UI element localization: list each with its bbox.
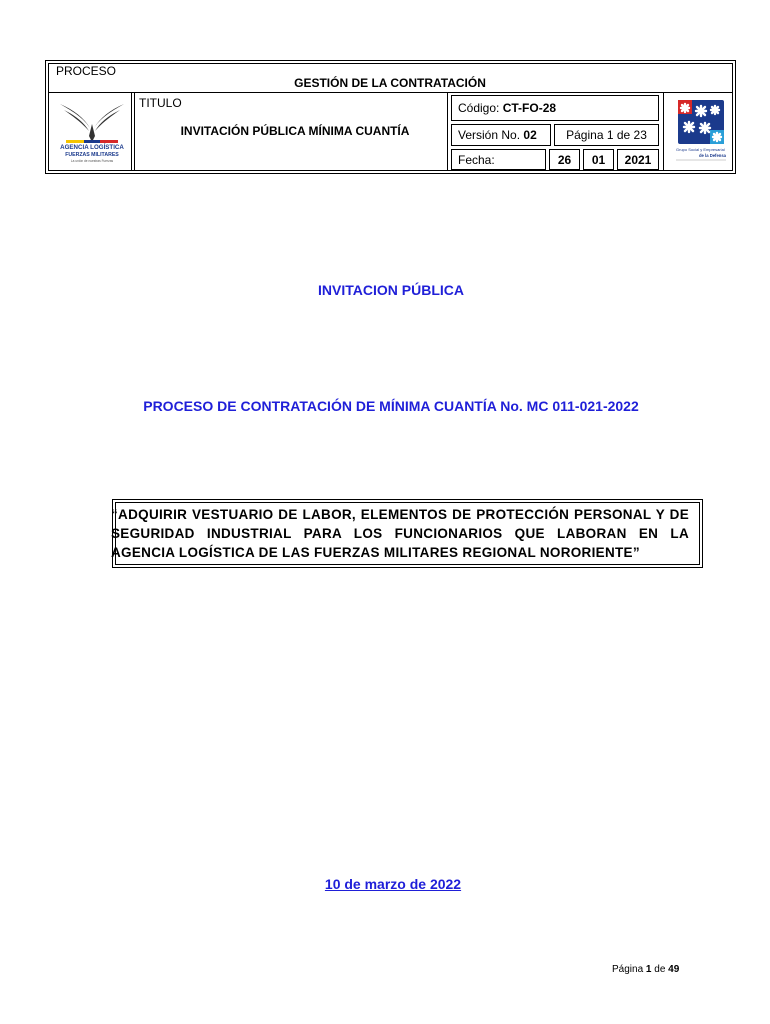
version-value: 02	[523, 128, 537, 142]
gsed-logo	[672, 96, 730, 164]
footer-page-current: 1	[645, 964, 652, 975]
logo-text-line2: FUERZAS MILITARES	[65, 152, 119, 158]
codigo-value: CT-FO-28	[502, 101, 557, 115]
gsed-logo-icon	[672, 96, 730, 164]
header-separator	[48, 92, 733, 93]
pagina-cell: Página 1 de 23	[554, 124, 659, 146]
gsed-text-line2: de la Defensa	[699, 153, 726, 158]
proceso-title: GESTIÓN DE LA CONTRATACIÓN	[294, 76, 486, 90]
contract-object-text: “ADQUIRIR VESTUARIO DE LABOR, ELEMENTOS DE PROTECCIÓN PERSONAL Y DE SEGURIDAD INDUSTRIAL PARA LOS FUNCIONARIOS QUE LABORAN EN LA AGENCIA LOGÍSTICA DE LAS FUERZAS MILITARES REGIONAL NORORIENTE”	[111, 507, 689, 560]
main-title: INVITACION PÚBLICA	[318, 282, 464, 298]
page-footer	[612, 964, 679, 975]
version-label: Versión No.	[458, 128, 521, 142]
process-title: PROCESO DE CONTRATACIÓN DE MÍNIMA CUANTÍA No. MC 011-021-2022	[143, 398, 639, 414]
logo-text-line1: AGENCIA LOGÍSTICA	[60, 144, 124, 151]
gsed-text-line1: Grupo Social y Empresarial	[676, 147, 725, 152]
proceso-label: PROCESO	[56, 64, 117, 78]
titulo-label: TITULO	[139, 96, 182, 110]
header-divider	[131, 92, 132, 171]
footer-page-total: 49	[668, 964, 680, 975]
agencia-logistica-logo	[56, 96, 128, 166]
header-divider	[663, 92, 664, 171]
agencia-logistica-logo-icon	[56, 96, 128, 166]
document-title: INVITACIÓN PÚBLICA MÍNIMA CUANTÍA	[180, 124, 410, 138]
logo-tagline: La unión de nuestras Fuerzas	[70, 159, 114, 163]
fecha-month: 01	[583, 149, 614, 170]
header-divider	[447, 92, 448, 171]
codigo-cell	[451, 95, 659, 121]
fecha-year: 2021	[617, 149, 659, 170]
footer-page-prefix: Página	[612, 964, 644, 975]
version-cell	[451, 124, 551, 146]
codigo-label: Código:	[458, 101, 500, 115]
fecha-day: 26	[549, 149, 580, 170]
header-divider	[134, 92, 135, 171]
fecha-label: Fecha:	[451, 149, 546, 170]
footer-page-sep: de	[654, 964, 666, 975]
document-date: 10 de marzo de 2022	[324, 876, 462, 892]
